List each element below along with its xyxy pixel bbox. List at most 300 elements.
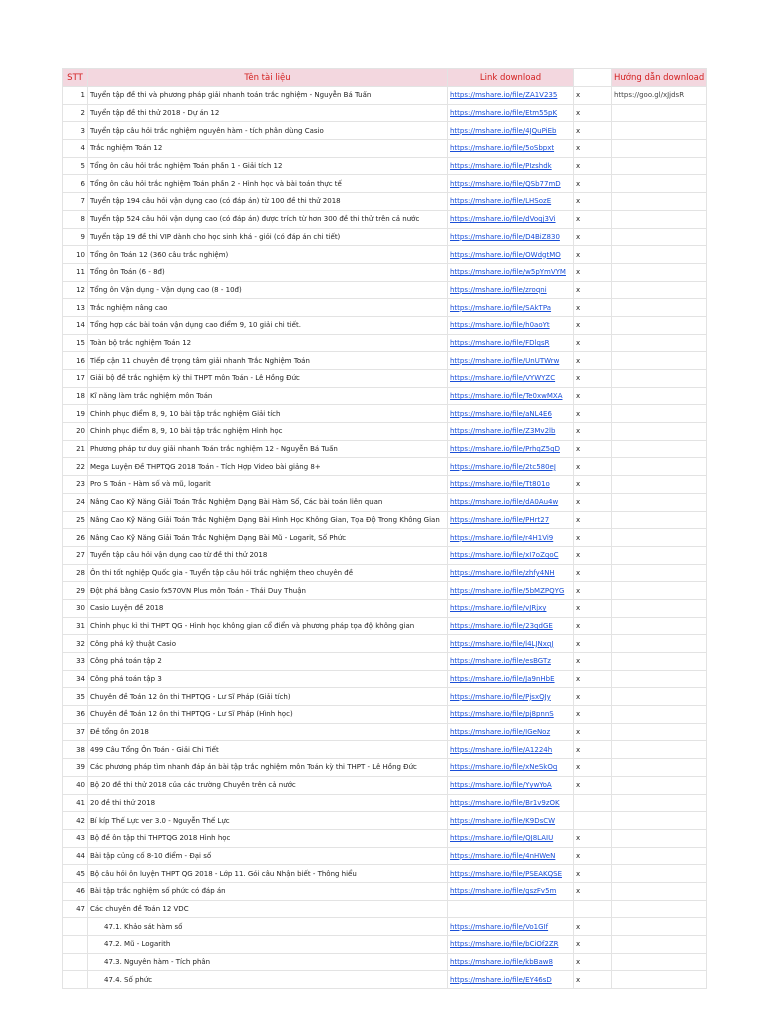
row-stt: 9 [63, 228, 88, 246]
row-name: Ôn thi tốt nghiệp Quốc gia - Tuyển tập câu hỏi trắc nghiệm theo chuyên đề [88, 564, 448, 582]
row-link-cell [448, 599, 574, 617]
guide-cell [612, 599, 707, 617]
row-mark: x [574, 723, 612, 741]
row-link-cell [448, 741, 574, 759]
row-mark: x [574, 210, 612, 228]
row-stt: 41 [63, 794, 88, 812]
guide-cell [612, 387, 707, 405]
row-mark: x [574, 87, 612, 105]
row-link-cell [448, 175, 574, 193]
guide-cell [612, 140, 707, 158]
row-mark: x [574, 847, 612, 865]
row-link-cell [448, 900, 574, 918]
row-name: Trắc nghiệm Toán 12 [88, 140, 448, 158]
row-link-cell [448, 529, 574, 547]
header-guide: Hướng dẫn download [612, 69, 707, 87]
table-row [63, 653, 707, 671]
table-row [63, 104, 707, 122]
download-link[interactable]: https://mshare.io/file/QJ8LAIU [450, 834, 554, 843]
row-name: Chinh phục điểm 8, 9, 10 bài tập trắc nghiệm Giải tích [88, 405, 448, 423]
row-link-cell [448, 122, 574, 140]
table-row [63, 971, 707, 989]
row-mark: x [574, 529, 612, 547]
row-link-cell [448, 706, 574, 724]
row-link-cell [448, 423, 574, 441]
row-stt: 39 [63, 759, 88, 777]
row-link-cell [448, 582, 574, 600]
row-stt: 38 [63, 741, 88, 759]
guide-cell [612, 122, 707, 140]
download-link[interactable]: https://mshare.io/file/xNeSkOq [450, 763, 558, 772]
download-link[interactable]: https://mshare.io/file/h0aoYt [450, 321, 550, 330]
guide-cell [612, 210, 707, 228]
row-stt: 36 [63, 706, 88, 724]
table-row [63, 599, 707, 617]
guide-cell [612, 759, 707, 777]
row-link-cell [448, 210, 574, 228]
download-link[interactable]: https://mshare.io/file/pj8pnnS [450, 710, 554, 719]
guide-cell [612, 175, 707, 193]
table-row [63, 316, 707, 334]
row-name: Tổng hợp các bài toán vận dụng cao điểm 9, 10 giải chi tiết. [88, 316, 448, 334]
row-name: 47.3. Nguyên hàm - Tích phân [88, 953, 448, 971]
guide-cell [612, 405, 707, 423]
row-name: Tuyển tập đề thi và phương pháp giải nhanh toán trắc nghiệm - Nguyễn Bá Tuấn [88, 87, 448, 105]
table-row [63, 759, 707, 777]
guide-cell [612, 865, 707, 883]
guide-link[interactable]: https://goo.gl/xJjdsR [612, 87, 707, 105]
row-link-cell [448, 688, 574, 706]
download-link[interactable]: https://mshare.io/file/gszFv5m [450, 887, 557, 896]
table-row [63, 953, 707, 971]
guide-cell [612, 971, 707, 989]
guide-cell [612, 458, 707, 476]
download-link[interactable]: https://mshare.io/file/Br1v9zOK [450, 798, 560, 807]
row-stt: 40 [63, 776, 88, 794]
row-mark: x [574, 918, 612, 936]
row-name: Mega Luyện Đề THPTQG 2018 Toán - Tích Hợp Video bài giảng 8+ [88, 458, 448, 476]
table-row [63, 87, 707, 105]
guide-cell [612, 511, 707, 529]
guide-cell [612, 440, 707, 458]
row-stt: 15 [63, 334, 88, 352]
guide-cell [612, 157, 707, 175]
row-mark: x [574, 440, 612, 458]
row-name: Các chuyên đề Toán 12 VDC [88, 900, 448, 918]
guide-cell [612, 653, 707, 671]
row-name: Bài tập củng cố 8-10 điểm - Đại số [88, 847, 448, 865]
row-name: Chuyên đề Toán 12 ôn thi THPTQG - Lư Sĩ Pháp (Giải tích) [88, 688, 448, 706]
table-row [63, 511, 707, 529]
row-mark: x [574, 263, 612, 281]
row-stt: 31 [63, 617, 88, 635]
download-link[interactable]: https://mshare.io/file/zhfy4NH [450, 568, 555, 577]
row-stt: 3 [63, 122, 88, 140]
row-name: Nâng Cao Kỹ Năng Giải Toán Trắc Nghiệm Dạng Bài Hình Học Không Gian, Tọa Độ Trong Không Gian [88, 511, 448, 529]
guide-cell [612, 812, 707, 830]
download-link[interactable]: https://mshare.io/file/4nHWeN [450, 851, 556, 860]
download-link[interactable]: https://mshare.io/file/dVoqj3Vi [450, 215, 556, 224]
header-mark [574, 69, 612, 87]
row-name: Tuyển tập câu hỏi vận dụng cao từ đề thi thử 2018 [88, 546, 448, 564]
row-stt: 5 [63, 157, 88, 175]
row-name: 20 đề thi thử 2018 [88, 794, 448, 812]
download-link[interactable]: https://mshare.io/file/UnUTWrw [450, 356, 560, 365]
row-mark: x [574, 493, 612, 511]
guide-cell [612, 352, 707, 370]
row-link-cell [448, 971, 574, 989]
row-stt [63, 918, 88, 936]
table-row [63, 900, 707, 918]
download-link[interactable]: https://mshare.io/file/Z3Mv2lb [450, 427, 556, 436]
row-link-cell [448, 776, 574, 794]
row-mark: x [574, 352, 612, 370]
row-link-cell [448, 794, 574, 812]
row-mark: x [574, 405, 612, 423]
row-name: Giải bộ đề trắc nghiệm kỳ thi THPT môn Toán - Lê Hồng Đức [88, 370, 448, 388]
download-link[interactable]: https://mshare.io/file/D4BiZ830 [450, 232, 560, 241]
row-stt: 44 [63, 847, 88, 865]
row-mark [574, 900, 612, 918]
row-link-cell [448, 493, 574, 511]
row-link-cell [448, 953, 574, 971]
row-mark: x [574, 423, 612, 441]
row-stt: 12 [63, 281, 88, 299]
table-row [63, 458, 707, 476]
row-link-cell [448, 387, 574, 405]
guide-cell [612, 564, 707, 582]
row-mark: x [574, 546, 612, 564]
row-mark: x [574, 759, 612, 777]
download-link[interactable]: https://mshare.io/file/IGeNoz [450, 728, 551, 737]
download-link[interactable]: https://mshare.io/file/PjsxQJy [450, 692, 551, 701]
row-mark: x [574, 617, 612, 635]
row-name: Tuyển tập 19 đề thi VIP dành cho học sinh khá - giỏi (có đáp án chi tiết) [88, 228, 448, 246]
guide-cell [612, 741, 707, 759]
download-link[interactable]: https://mshare.io/file/A1224h [450, 745, 553, 754]
row-mark: x [574, 370, 612, 388]
row-mark: x [574, 175, 612, 193]
row-name: Đề tổng ôn 2018 [88, 723, 448, 741]
header-name: Tên tài liệu [88, 69, 448, 87]
guide-cell [612, 299, 707, 317]
row-stt: 24 [63, 493, 88, 511]
row-name: Bộ 20 đề thi thử 2018 của các trường Chuyên trên cả nước [88, 776, 448, 794]
table-row [63, 405, 707, 423]
download-link[interactable]: https://mshare.io/file/bCiOf2ZR [450, 940, 559, 949]
row-mark: x [574, 741, 612, 759]
row-stt: 43 [63, 829, 88, 847]
download-link[interactable]: https://mshare.io/file/VYWYZC [450, 374, 556, 383]
guide-cell [612, 316, 707, 334]
table-row [63, 263, 707, 281]
row-stt: 2 [63, 104, 88, 122]
row-name: Tuyển tập đề thi thử 2018 - Dự án 12 [88, 104, 448, 122]
row-link-cell [448, 263, 574, 281]
row-name: Casio Luyện đề 2018 [88, 599, 448, 617]
table-row [63, 193, 707, 211]
download-link[interactable]: https://mshare.io/file/SAkTPa [450, 303, 552, 312]
row-link-cell [448, 564, 574, 582]
table-row [63, 157, 707, 175]
download-link[interactable]: https://mshare.io/file/Te0xwMXA [450, 392, 563, 401]
row-mark: x [574, 971, 612, 989]
download-link[interactable]: https://mshare.io/file/kbBaw8 [450, 958, 553, 967]
row-mark: x [574, 776, 612, 794]
table-row [63, 776, 707, 794]
download-link[interactable]: https://mshare.io/file/w5pYmVYM [450, 268, 566, 277]
row-name: 47.4. Số phức [88, 971, 448, 989]
row-link-cell [448, 246, 574, 264]
row-link-cell [448, 476, 574, 494]
row-link-cell [448, 281, 574, 299]
guide-cell [612, 493, 707, 511]
row-stt: 11 [63, 263, 88, 281]
row-link-cell [448, 759, 574, 777]
guide-cell [612, 723, 707, 741]
table-row [63, 706, 707, 724]
table-row [63, 865, 707, 883]
table-row [63, 476, 707, 494]
table-row [63, 546, 707, 564]
row-link-cell [448, 882, 574, 900]
row-stt: 25 [63, 511, 88, 529]
download-link[interactable]: https://mshare.io/file/4JQuPiEb [450, 126, 557, 135]
download-link[interactable]: https://mshare.io/file/PHrt27 [450, 515, 550, 524]
row-link-cell [448, 104, 574, 122]
table-row [63, 794, 707, 812]
row-name: Bài tập trắc nghiệm số phức có đáp án [88, 882, 448, 900]
guide-cell [612, 228, 707, 246]
row-link-cell [448, 653, 574, 671]
guide-cell [612, 476, 707, 494]
row-mark: x [574, 688, 612, 706]
table-row [63, 370, 707, 388]
table-row [63, 829, 707, 847]
download-link[interactable]: https://mshare.io/file/Vo1GIf [450, 922, 549, 931]
row-stt: 29 [63, 582, 88, 600]
download-link[interactable]: https://mshare.io/file/LHSozE [450, 197, 552, 206]
download-link[interactable]: https://mshare.io/file/QSb77mD [450, 179, 561, 188]
row-mark: x [574, 316, 612, 334]
table-row [63, 299, 707, 317]
guide-cell [612, 847, 707, 865]
download-link[interactable]: https://mshare.io/file/ZA1V235 [450, 91, 558, 100]
download-link[interactable]: https://mshare.io/file/l4LJNxqJ [450, 639, 554, 648]
download-link[interactable]: https://mshare.io/file/YywYoA [450, 781, 552, 790]
guide-cell [612, 582, 707, 600]
download-link[interactable]: https://mshare.io/file/PIzshdk [450, 162, 552, 171]
download-link[interactable]: https://mshare.io/file/EY46sD [450, 975, 552, 984]
download-link[interactable]: https://mshare.io/file/PSEAKQSE [450, 869, 562, 878]
row-name: Tổng ôn Toán 12 (360 câu trắc nghiệm) [88, 246, 448, 264]
row-mark: x [574, 458, 612, 476]
row-mark: x [574, 936, 612, 954]
row-name: Chinh phục điểm 8, 9, 10 bài tập trắc nghiệm Hình học [88, 423, 448, 441]
guide-cell [612, 281, 707, 299]
guide-cell [612, 776, 707, 794]
guide-cell [612, 706, 707, 724]
row-stt: 46 [63, 882, 88, 900]
guide-cell [612, 193, 707, 211]
table-row [63, 122, 707, 140]
download-link[interactable]: https://mshare.io/file/OWdgtMO [450, 250, 561, 259]
row-name: Bộ câu hỏi ôn luyện THPT QG 2018 - Lớp 11. Gói câu Nhận biết - Thông hiểu [88, 865, 448, 883]
table-row [63, 582, 707, 600]
row-link-cell [448, 228, 574, 246]
row-mark: x [574, 122, 612, 140]
row-link-cell [448, 87, 574, 105]
row-link-cell [448, 511, 574, 529]
row-link-cell [448, 812, 574, 830]
download-link[interactable]: https://mshare.io/file/aNL4E6 [450, 409, 552, 418]
row-stt: 7 [63, 193, 88, 211]
row-stt: 47 [63, 900, 88, 918]
row-name: Tổng ôn Toán (6 - 8đ) [88, 263, 448, 281]
table-row [63, 635, 707, 653]
row-mark [574, 812, 612, 830]
row-name: Trắc nghiệm nâng cao [88, 299, 448, 317]
row-link-cell [448, 723, 574, 741]
row-name: Tuyển tập 524 câu hỏi vận dụng cao (có đáp án) được trích từ hơn 300 đề thi thử trên cả nước [88, 210, 448, 228]
row-stt: 1 [63, 87, 88, 105]
table-row [63, 936, 707, 954]
download-link[interactable]: https://mshare.io/file/esBGTz [450, 657, 551, 666]
row-link-cell [448, 352, 574, 370]
guide-cell [612, 794, 707, 812]
table-row [63, 210, 707, 228]
row-name: Kĩ năng làm trắc nghiệm môn Toán [88, 387, 448, 405]
table-row [63, 847, 707, 865]
row-mark: x [574, 882, 612, 900]
download-link[interactable]: https://mshare.io/file/dA0Au4w [450, 498, 559, 507]
row-stt: 34 [63, 670, 88, 688]
row-mark: x [574, 246, 612, 264]
download-link[interactable]: https://mshare.io/file/23qdGE [450, 621, 553, 630]
row-stt: 26 [63, 529, 88, 547]
row-mark: x [574, 334, 612, 352]
download-link[interactable]: https://mshare.io/file/zroqni [450, 285, 547, 294]
download-link[interactable]: https://mshare.io/file/Ja9nHbE [450, 675, 555, 684]
row-name: Công phá toán tập 3 [88, 670, 448, 688]
table-row [63, 741, 707, 759]
table-row [63, 564, 707, 582]
download-link[interactable]: https://mshare.io/file/Etm55pK [450, 109, 558, 118]
row-name: Tổng ôn Vận dụng - Vận dụng cao (8 - 10đ) [88, 281, 448, 299]
row-stt: 8 [63, 210, 88, 228]
download-link[interactable]: https://mshare.io/file/Tt801o [450, 480, 550, 489]
table-row [63, 334, 707, 352]
table-row [63, 882, 707, 900]
row-mark: x [574, 281, 612, 299]
row-link-cell [448, 334, 574, 352]
table-row [63, 387, 707, 405]
row-stt: 17 [63, 370, 88, 388]
row-mark: x [574, 635, 612, 653]
row-name: Bí kíp Thế Lực ver 3.0 - Nguyễn Thế Lực [88, 812, 448, 830]
row-mark: x [574, 670, 612, 688]
guide-cell [612, 882, 707, 900]
row-stt [63, 936, 88, 954]
row-name: Các phương pháp tìm nhanh đáp án bài tập trắc nghiệm môn Toán kỳ thi THPT - Lê Hồng Đức [88, 759, 448, 777]
row-stt: 30 [63, 599, 88, 617]
table-row [63, 228, 707, 246]
row-stt: 28 [63, 564, 88, 582]
row-name: Toàn bộ trắc nghiệm Toán 12 [88, 334, 448, 352]
table-body [63, 87, 707, 989]
row-link-cell [448, 370, 574, 388]
row-name: Tổng ôn câu hỏi trắc nghiệm Toán phần 2 - Hình học và bài toán thực tế [88, 175, 448, 193]
row-stt: 16 [63, 352, 88, 370]
row-stt: 45 [63, 865, 88, 883]
row-stt: 23 [63, 476, 88, 494]
row-stt: 21 [63, 440, 88, 458]
row-name: 47.1. Khảo sát hàm số [88, 918, 448, 936]
table-row [63, 812, 707, 830]
guide-cell [612, 104, 707, 122]
row-link-cell [448, 316, 574, 334]
table-row [63, 423, 707, 441]
guide-cell [612, 617, 707, 635]
header-row [63, 69, 707, 87]
guide-cell [612, 688, 707, 706]
guide-cell [612, 334, 707, 352]
row-mark: x [574, 157, 612, 175]
row-link-cell [448, 299, 574, 317]
guide-cell [612, 670, 707, 688]
row-stt: 37 [63, 723, 88, 741]
row-link-cell [448, 847, 574, 865]
row-stt: 33 [63, 653, 88, 671]
row-stt: 19 [63, 405, 88, 423]
download-link[interactable]: https://mshare.io/file/xI7oZqoC [450, 551, 559, 560]
row-name: Công phá kỹ thuật Casio [88, 635, 448, 653]
table-row [63, 493, 707, 511]
table-row [63, 140, 707, 158]
row-mark: x [574, 564, 612, 582]
header-stt: STT [63, 69, 88, 87]
row-name: Công phá toán tập 2 [88, 653, 448, 671]
row-link-cell [448, 635, 574, 653]
row-name: Nâng Cao Kỹ Năng Giải Toán Trắc Nghiệm Dạng Bài Mũ - Logarit, Số Phức [88, 529, 448, 547]
row-name: Nâng Cao Kỹ Năng Giải Toán Trắc Nghiệm Dạng Bài Hàm Số, Các bài toán liên quan [88, 493, 448, 511]
table-row [63, 918, 707, 936]
download-link[interactable]: https://mshare.io/file/vJRjxy [450, 604, 547, 613]
row-stt [63, 971, 88, 989]
row-mark: x [574, 582, 612, 600]
download-link[interactable]: https://mshare.io/file/2tc580eJ [450, 462, 556, 471]
download-link[interactable]: https://mshare.io/file/PrhqZ5qD [450, 445, 560, 454]
row-link-cell [448, 865, 574, 883]
table-row [63, 529, 707, 547]
row-mark: x [574, 829, 612, 847]
guide-cell [612, 370, 707, 388]
download-link[interactable]: https://mshare.io/file/K9DsCW [450, 816, 556, 825]
guide-cell [612, 953, 707, 971]
download-link[interactable]: https://mshare.io/file/5oSbpxt [450, 144, 555, 153]
table-row [63, 175, 707, 193]
row-link-cell [448, 670, 574, 688]
download-link[interactable]: https://mshare.io/file/FDlqsR [450, 338, 550, 347]
download-link[interactable]: https://mshare.io/file/r4H1Vi9 [450, 533, 554, 542]
row-mark: x [574, 476, 612, 494]
table-row [63, 617, 707, 635]
download-link[interactable]: https://mshare.io/file/5bMZPQYG [450, 586, 565, 595]
row-mark: x [574, 228, 612, 246]
guide-cell [612, 546, 707, 564]
guide-cell [612, 423, 707, 441]
row-name: Tuyển tập câu hỏi trắc nghiệm nguyên hàm - tích phân dùng Casio [88, 122, 448, 140]
